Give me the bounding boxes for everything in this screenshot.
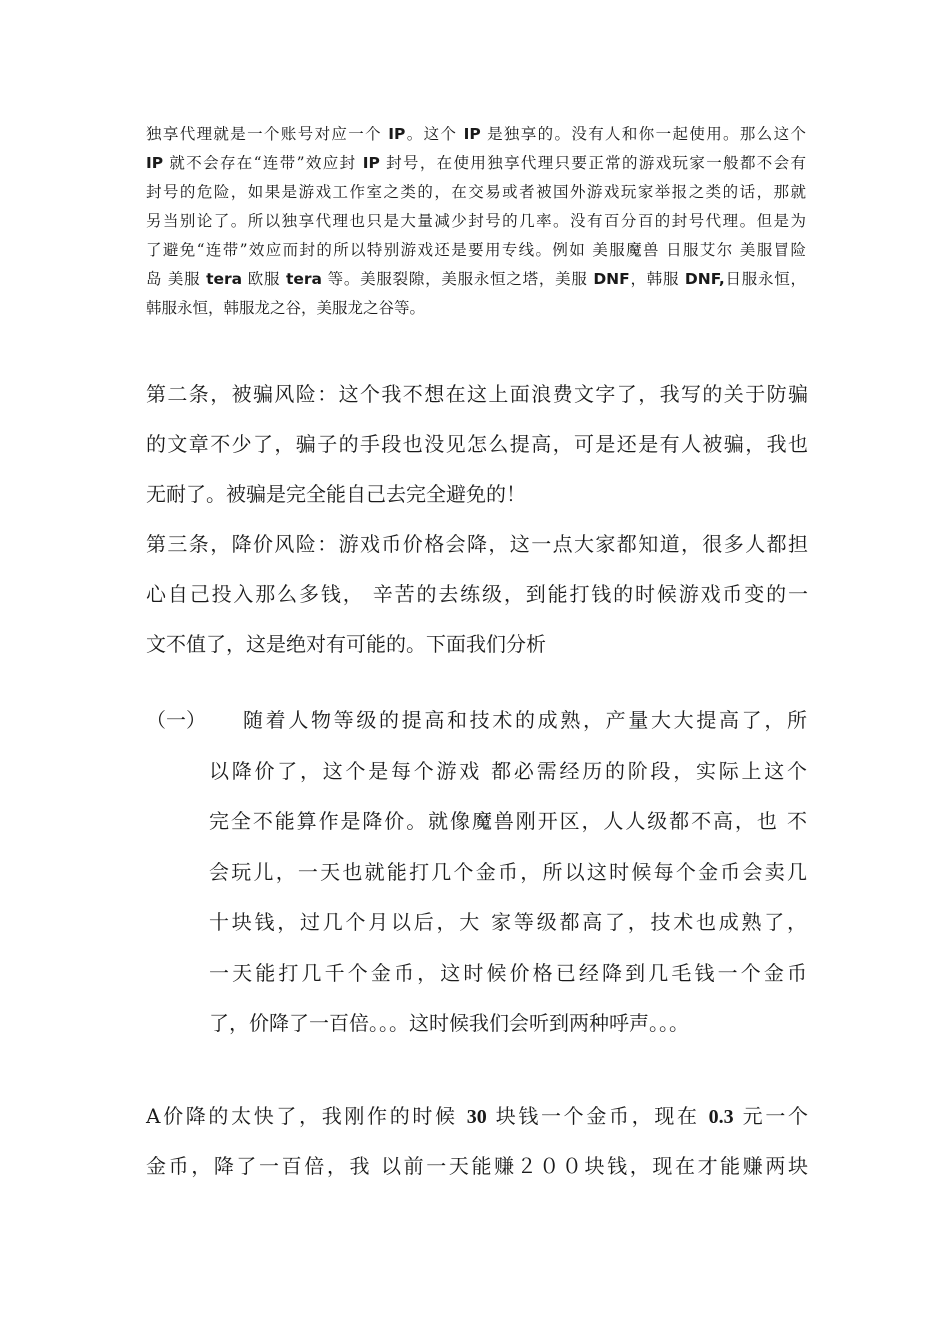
text-bold: tera	[206, 270, 243, 288]
text-line: 十块钱，过几个月以后，大 家等级都高了，技术也成熟了，	[209, 910, 807, 934]
text-line: 心自己投入那么多钱， 辛苦的去练级，到能打钱的时候游戏币变的一	[146, 582, 808, 606]
text: 。这个	[405, 125, 464, 143]
text-line: 完全不能算作是降价。就像魔兽刚开区，人人级都不高，也 不	[209, 809, 807, 833]
text-bold: IP	[463, 125, 481, 143]
text: 元一个	[733, 1104, 808, 1128]
text-bold: DNF,	[684, 270, 725, 288]
text-line: 封号的危险，如果是游戏工作室之类的，在交易或者被国外游戏玩家举报之类的话，那就	[146, 183, 806, 201]
text: 日服永恒，	[724, 270, 806, 288]
proxy-paragraph	[146, 120, 806, 323]
text-bold: 0.3	[708, 1106, 734, 1128]
text-line: 第三条，降价风险：游戏币价格会降，这一点大家都知道，很多人都担	[146, 532, 808, 556]
text: 封号，在使用独享代理只要正常的游戏玩家一般都不会有	[379, 154, 806, 172]
text: A价降的太快了，我刚作的时候	[146, 1104, 467, 1128]
text-bold: IP	[388, 125, 406, 143]
text-line	[146, 1100, 808, 1150]
text-line: 一天能打几千个金币，这时候价格已经降到几毛钱一个金币	[209, 960, 807, 985]
list-item-label: （一）	[146, 708, 206, 732]
text-line	[146, 149, 806, 178]
text-bold: tera	[285, 270, 322, 288]
list-item-body	[209, 704, 807, 1058]
text: 等。美服裂隙，美服永恒之塔，美服	[322, 270, 594, 288]
text-line: 随着人物等级的提高和技术的成熟，产量大大提高了，所	[243, 708, 807, 732]
text-line: 韩服永恒，韩服龙之谷，美服龙之谷等。	[146, 299, 426, 317]
text: 独享代理就是一个账号对应一个	[146, 125, 389, 143]
text: ，韩服	[629, 270, 685, 288]
section-a-paragraph	[146, 1100, 808, 1200]
section-fraud-risk	[146, 378, 808, 528]
text-bold: IP	[146, 154, 164, 172]
text-line: 金币，降了一百倍，我 以前一天能赚２００块钱，现在才能赚两块	[146, 1154, 808, 1178]
text: 岛 美服	[146, 270, 207, 288]
text-line: 文不值了，这是绝对有可能的。下面我们分析	[146, 632, 546, 656]
text-line: 无耐了。被骗是完全能自己去完全避免的！	[146, 482, 526, 506]
text-line: 以降价了，这个是每个游戏 都必需经历的阶段，实际上这个	[209, 758, 807, 783]
text-line: 第二条，被骗风险：这个我不想在这上面浪费文字了，我写的关于防骗	[146, 382, 808, 406]
text-line: 会玩儿，一天也就能打几个金币，所以这时候每个金币会卖几	[209, 859, 807, 884]
text-line: 另当别论了。所以独享代理也只是大量减少封号的几率。没有百分百的封号代理。但是为	[146, 212, 806, 230]
text-line	[146, 265, 806, 294]
text: 欧服	[242, 270, 286, 288]
text-bold: 30	[466, 1106, 487, 1128]
text-bold: IP	[362, 154, 380, 172]
text-line: 了避免“连带”效应而封的所以特别游戏还是要用专线。例如 美服魔兽 日服艾尔 美服冒险	[146, 241, 806, 259]
text: 就不会存在“连带”效应封	[163, 154, 363, 172]
section-price-drop-risk	[146, 528, 808, 678]
text-bold: DNF	[593, 270, 630, 288]
text: 是独享的。没有人和你一起使用。那么这个	[480, 125, 806, 143]
text-line: 了，价降了一百倍。。。这时候我们会听到两种呼声。。。	[209, 1011, 689, 1035]
text-line: 的文章不少了，骗子的手段也没见怎么提高，可是还是有人被骗，我也	[146, 432, 808, 456]
text-line	[146, 120, 806, 149]
text: 块钱一个金币，现在	[486, 1104, 709, 1128]
